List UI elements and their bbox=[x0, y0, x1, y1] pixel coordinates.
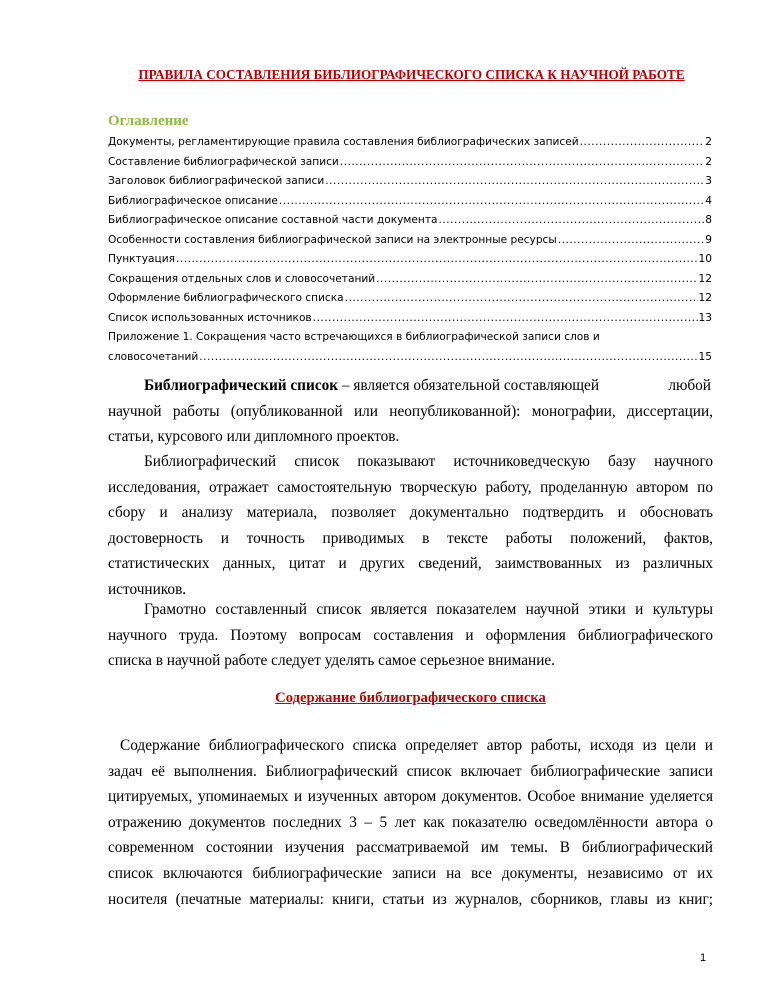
toc-entry-label: Библиографическое описание составной части документа bbox=[108, 214, 438, 226]
toc-entry[interactable] bbox=[108, 153, 712, 173]
toc-entry[interactable] bbox=[108, 309, 712, 329]
text-line: достоверность и точность приводимых в тексте работы положений, фактов, bbox=[108, 529, 713, 547]
toc-leader-dots bbox=[345, 289, 698, 309]
toc-leader-dots bbox=[199, 348, 697, 368]
toc-entry[interactable] bbox=[108, 172, 712, 192]
text-line: исследования, отражает самостоятельную творческую работу, проделанную автором по bbox=[108, 478, 713, 496]
toc-entry-label: Документы, регламентирующие правила составления библиографических записей bbox=[108, 136, 579, 148]
toc-entry-label: Сокращения отдельных слов и словосочетаний bbox=[108, 272, 376, 285]
toc-entry-page: 12 bbox=[698, 292, 712, 304]
toc-entry-page: 4 bbox=[705, 194, 712, 207]
toc-entry-label: Список использованных источников bbox=[108, 311, 312, 324]
toc-entry-label: Пунктуация bbox=[108, 253, 175, 265]
page-number: 1 bbox=[700, 952, 707, 964]
toc-entry[interactable] bbox=[108, 270, 712, 290]
toc-entry-page: 13 bbox=[698, 311, 712, 324]
text-line: Библиографический список – является обязательной составляющей любой bbox=[144, 377, 711, 394]
toc-entry-page: 15 bbox=[698, 350, 712, 363]
toc-entry-page: 8 bbox=[705, 214, 712, 226]
toc-leader-dots bbox=[279, 192, 704, 212]
toc-entry[interactable] bbox=[108, 289, 712, 309]
paragraph-ethics bbox=[108, 597, 713, 674]
text-line: сбору и анализу материала, позволяет документально подтвердить и обосновать bbox=[108, 504, 713, 522]
paragraph-purpose bbox=[108, 449, 713, 603]
toc-entry-label: Особенности составления библиографической записи на электронные ресурсы bbox=[108, 233, 557, 246]
toc-entry-label: Библиографическое описание bbox=[108, 194, 278, 207]
toc-entry-appendix-line2[interactable] bbox=[108, 348, 712, 368]
section-title: Содержание библиографического списка bbox=[275, 690, 546, 706]
paragraph-intro bbox=[108, 373, 713, 450]
toc-entry-page: 9 bbox=[705, 233, 712, 246]
toc-leader-dots bbox=[176, 250, 698, 270]
text-line: отражению документов последних 3 – 5 лет как показателю осведомлённости автора о bbox=[108, 813, 713, 831]
toc-entry-label: Оформление библиографического списка bbox=[108, 292, 344, 304]
text-line: статистических данных, цитат и других сведений, заимствованных из различных bbox=[108, 555, 713, 573]
text-line: список включаются библиографические записи на все документы, независимо от их bbox=[108, 864, 713, 882]
toc-leader-dots bbox=[439, 211, 705, 231]
text-line: Библиографический список показывают источниковедческую базу научного bbox=[144, 453, 713, 470]
toc-leader-dots bbox=[313, 309, 698, 329]
text-line: статьи, курсового или дипломного проектов. bbox=[108, 428, 400, 446]
toc-entry[interactable] bbox=[108, 231, 712, 251]
toc-entry-label: Составление библиографической записи bbox=[108, 155, 339, 168]
text-line: Грамотно составленный список является показателем научной этики и культуры bbox=[144, 601, 713, 618]
toc-entry[interactable] bbox=[108, 250, 712, 270]
toc-entry-page: 10 bbox=[698, 253, 712, 265]
toc-entry-label: словосочетаний bbox=[108, 350, 199, 363]
toc-entry[interactable] bbox=[108, 133, 712, 153]
text-line: носителя (печатные материалы: книги, статьи из журналов, сборников, главы из книг; bbox=[108, 890, 713, 908]
text-line: источников. bbox=[108, 580, 187, 598]
toc-leader-dots bbox=[340, 153, 704, 173]
toc-leader-dots bbox=[580, 133, 705, 153]
toc-entry-page: 2 bbox=[705, 155, 712, 168]
toc-entry-label: Заголовок библиографической записи bbox=[108, 175, 325, 187]
toc-entry-appendix-line1[interactable]: Приложение 1. Сокращения часто встречающихся в библиографической записи слов и bbox=[108, 331, 600, 343]
text-line: научной работы (опубликованной или неопубликованной): монографии, диссертации, bbox=[108, 402, 713, 420]
toc-leader-dots bbox=[558, 231, 705, 251]
toc-leader-dots bbox=[325, 172, 704, 192]
paragraph-content bbox=[108, 733, 713, 912]
bold-term: Библиографический список bbox=[144, 377, 339, 394]
toc-entry-page: 3 bbox=[705, 175, 712, 187]
text-line: списка в научной работе следует уделять самое серьезное внимание. bbox=[108, 652, 556, 670]
document-title: ПРАВИЛА СОСТАВЛЕНИЯ БИБЛИОГРАФИЧЕСКОГО СПИСКА К НАУЧНОЙ РАБОТЕ bbox=[138, 67, 685, 82]
toc-entry[interactable] bbox=[108, 211, 712, 231]
toc-heading: Оглавление bbox=[108, 113, 189, 129]
text-line: научного труда. Поэтому вопросам составления и оформления библиографического bbox=[108, 626, 713, 644]
table-of-contents bbox=[108, 133, 712, 367]
toc-entry-page: 12 bbox=[698, 272, 712, 285]
text-line: цитируемых, упоминаемых и изученных автором документов. Особое внимание уделяется bbox=[108, 788, 713, 806]
toc-leader-dots bbox=[376, 270, 697, 290]
toc-entry[interactable] bbox=[108, 192, 712, 212]
text-line: Содержание библиографического списка определяет автор работы, исходя из цели и bbox=[120, 737, 713, 754]
toc-entry-page: 2 bbox=[705, 136, 712, 148]
text-line: задач её выполнения. Библиографический список включает библиографические записи bbox=[108, 762, 713, 780]
text-line: современном состоянии изучения рассматриваемой им темы. В библиографический bbox=[108, 839, 713, 857]
